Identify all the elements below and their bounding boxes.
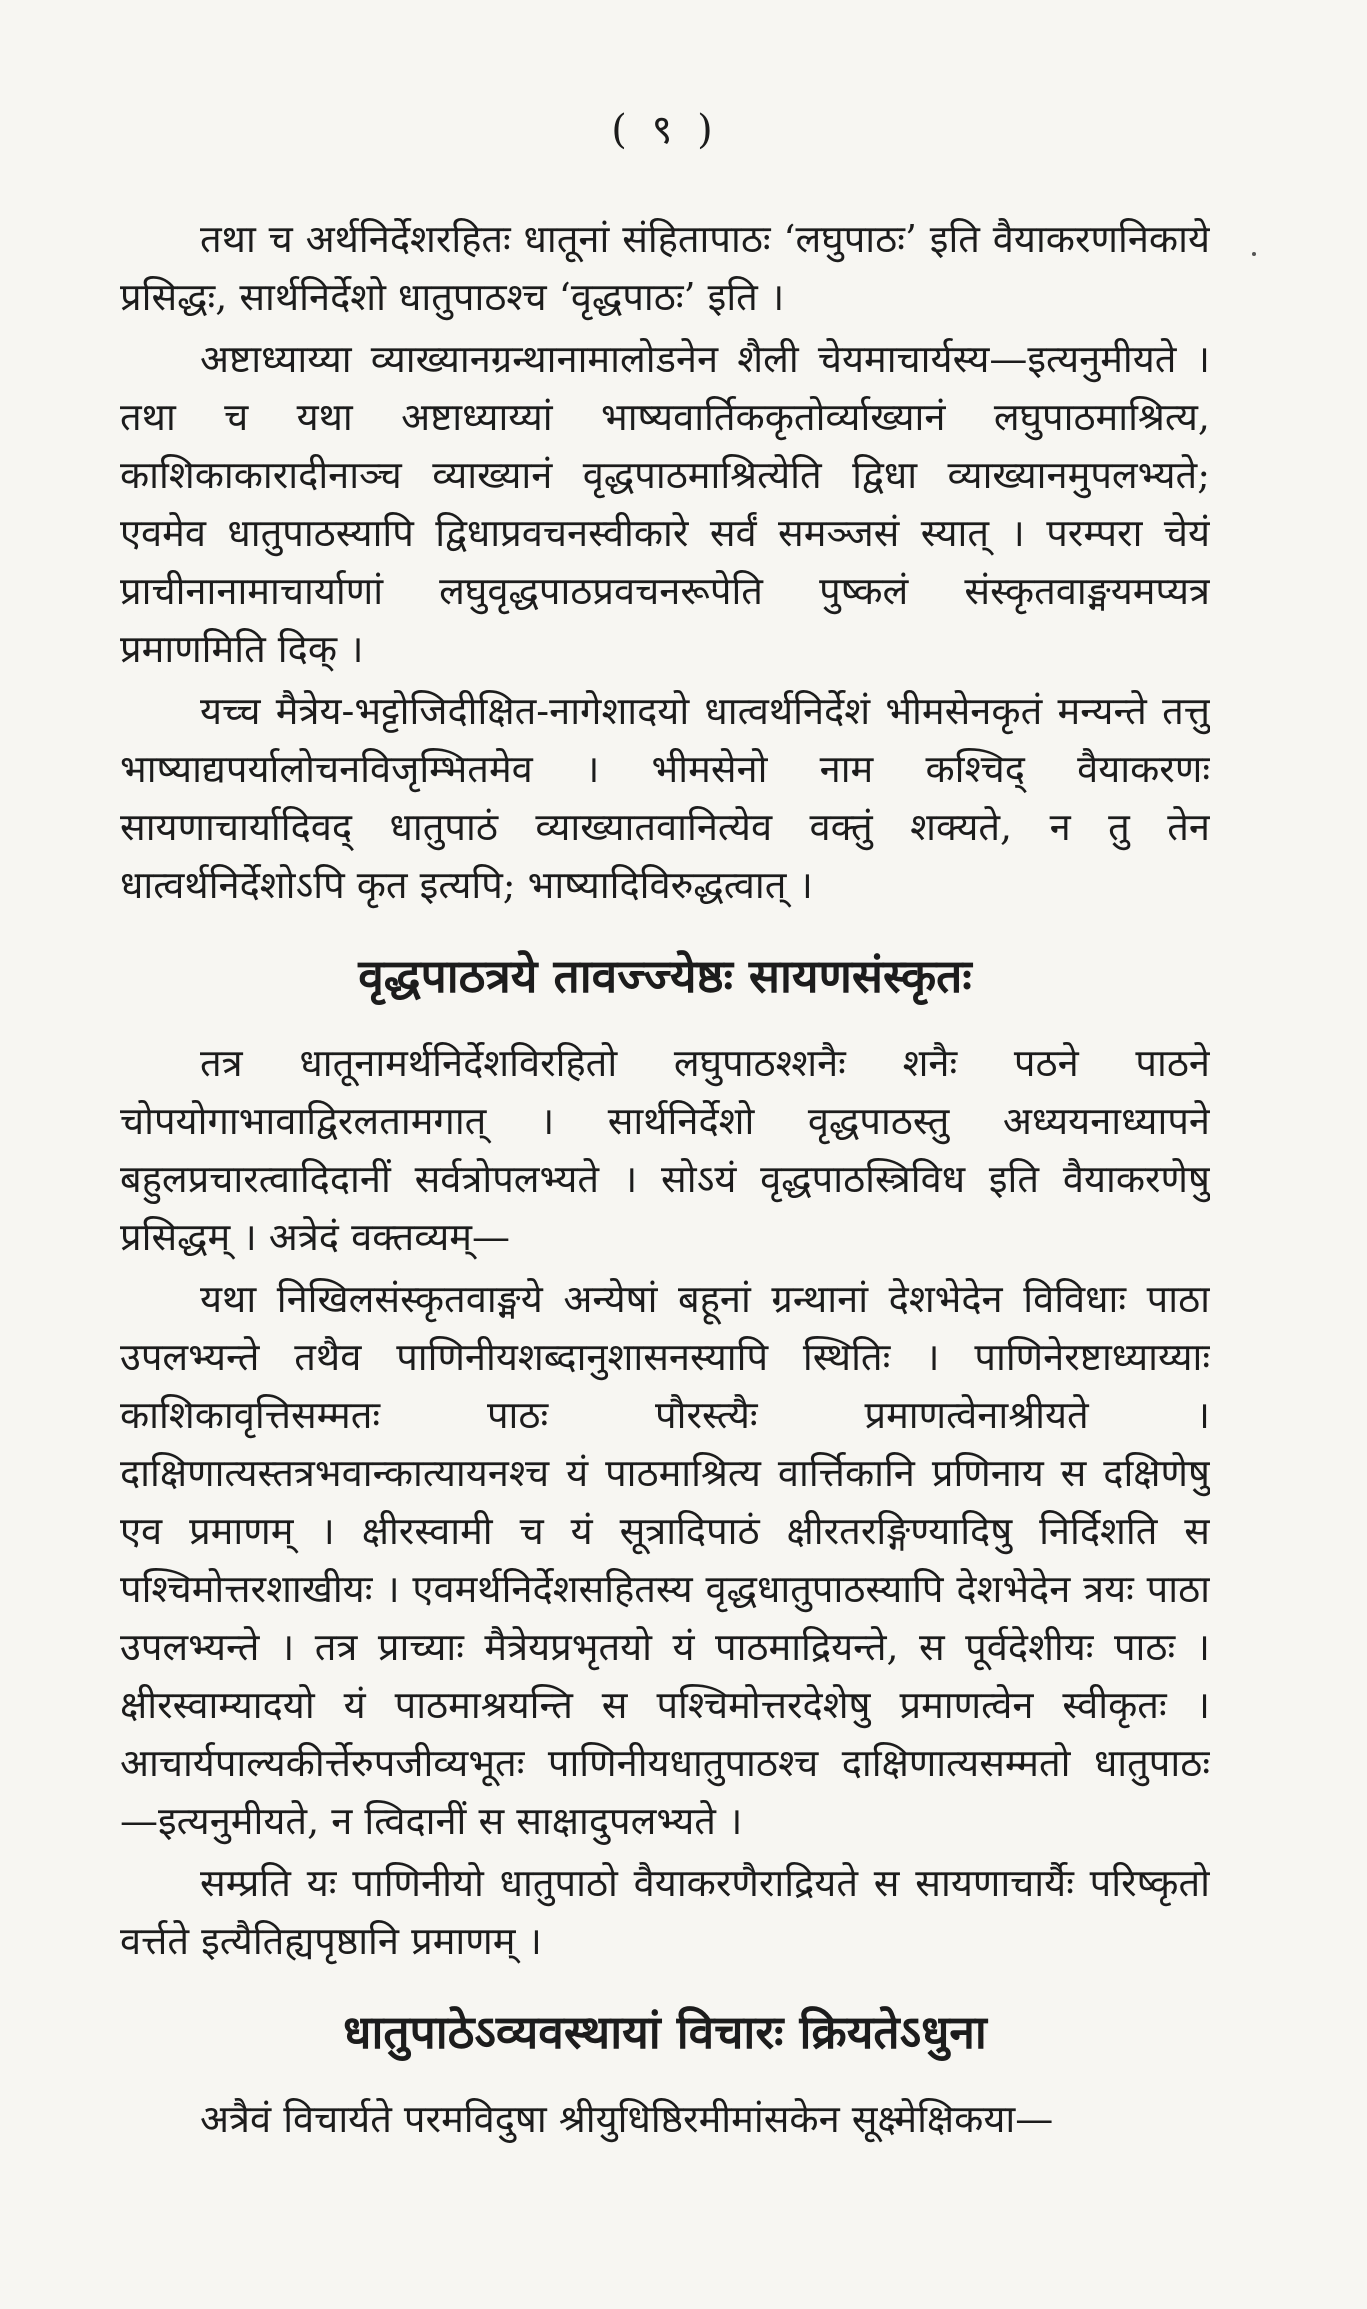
page-body <box>120 100 1210 2260</box>
paragraph: तथा च अर्थनिर्देशरहितः धातूनां संहितापाठः ‘लघुपाठः’ इति वैयाकरणनिकाये प्रसिद्धः, सार्थनिर्देशो धातुपाठश्च ‘वृद्धपाठः’ इति । <box>120 217 1210 319</box>
page-number: ( ९ ) <box>611 107 719 153</box>
paragraph: अष्टाध्याय्या व्याख्यानग्रन्थानामालोडनेन शैली चेयमाचार्यस्य—इत्यनुमीयते । तथा च यथा अष्टाध्याय्यां भाष्यवार्तिककृतोर्व्याख्यानं लघुपाठमाश्रित्य, काशिकाकारादीनाञ्च व्याख्यानं वृद्धपाठमाश्रित्येति द्विधा व्याख्यानमुपलभ्यते; एवमेव धातुपाठस्यापि द्विधाप्रवचनस्वीकारे सर्वं समञ्जसं स्यात् । परम्परा चेयं प्राचीनानामाचार्याणां लघुवृद्धपाठप्रवचनरूपेति पुष्कलं संस्कृतवाङ्मयमप्यत्र प्रमाणमिति दिक् । <box>120 337 1210 671</box>
paragraph: यथा निखिलसंस्कृतवाङ्मये अन्येषां बहूनां ग्रन्थानां देशभेदेन विविधाः पाठा उपलभ्यन्ते तथैव पाणिनीयशब्दानुशासनस्यापि स्थितिः । पाणिनेरष्टाध्याय्याः काशिकावृत्तिसम्मतः पाठः पौरस्त्यैः प्रमाणत्वेनाश्रीयते । दाक्षिणात्यस्तत्रभवान्कात्यायनश्च यं पाठमाश्रित्य वार्त्तिकानि प्रणिनाय स दक्षिणेषु एव प्रमाणम् । क्षीरस्वामी च यं सूत्रादिपाठं क्षीरतरङ्गिण्यादिषु निर्दिशति स पश्चिमोत्तरशाखीयः । एवमर्थनिर्देशसहितस्य वृद्धधातुपाठस्यापि देशभेदेन त्रयः पाठा उपलभ्यन्ते । तत्र प्राच्याः मैत्रेयप्रभृतयो यं पाठमाद्रियन्ते, स पूर्वदेशीयः पाठः । क्षीरस्वाम्यादयो यं पाठमाश्रयन्ति स पश्चिमोत्तरदेशेषु प्रमाणत्वेन स्वीकृतः । आचार्यपाल्यकीर्त्तेरुपजीव्यभूतः पाणिनीयधातुपाठश्च दाक्षिणात्यसम्मतो धातुपाठः—इत्यनुमीयते, न त्विदानीं स साक्षादुपलभ्यते । <box>120 1277 1210 1843</box>
section-intro <box>120 210 1210 914</box>
section-heading: धातुपाठेऽव्यवस्थायां विचारः क्रियतेऽधुना <box>343 2005 987 2059</box>
section-vichara <box>120 2000 1210 2148</box>
ink-speck <box>1252 252 1256 256</box>
paragraph: अत्रैवं विचार्यते परमविदुषा श्रीयुधिष्ठिरमीमांसकेन सूक्ष्मेक्षिकया— <box>200 2097 1054 2141</box>
section-heading: वृद्धपाठत्रये तावज्ज्येष्ठः सायणसंस्कृतः <box>358 949 972 1003</box>
paragraph: सम्प्रति यः पाणिनीयो धातुपाठो वैयाकरणैराद्रियते स सायणाचार्यैः परिष्कृतो वर्त्तते इत्यैतिह्यपृष्ठानि प्रमाणम् । <box>120 1861 1210 1963</box>
paragraph: यच्च मैत्रेय-भट्टोजिदीक्षित-नागेशादयो धात्वर्थनिर्देशं भीमसेनकृतं मन्यन्ते तत्तु भाष्याद्यपर्यालोचनविजृम्भितमेव । भीमसेनो नाम कश्चिद् वैयाकरणः सायणाचार्यादिवद् धातुपाठं व्याख्यातवानित्येव वक्तुं शक्यते, न तु तेन धात्वर्थनिर्देशोऽपि कृत इत्यपि; भाष्यादिविरुद्धत्वात् । <box>120 689 1210 907</box>
section-vriddhapatha <box>120 944 1210 1970</box>
paragraph: तत्र धातूनामर्थनिर्देशविरहितो लघुपाठश्शनैः शनैः पठने पाठने चोपयोगाभावाद्विरलतामगात् । सार्थनिर्देशो वृद्धपाठस्तु अध्ययनाध्यापने बहुलप्रचारत्वादिदानीं सर्वत्रोपलभ्यते । सोऽयं वृद्धपाठस्त्रिविध इति वैयाकरणेषु प्रसिद्धम् । अत्रेदं वक्तव्यम्— <box>120 1041 1210 1259</box>
